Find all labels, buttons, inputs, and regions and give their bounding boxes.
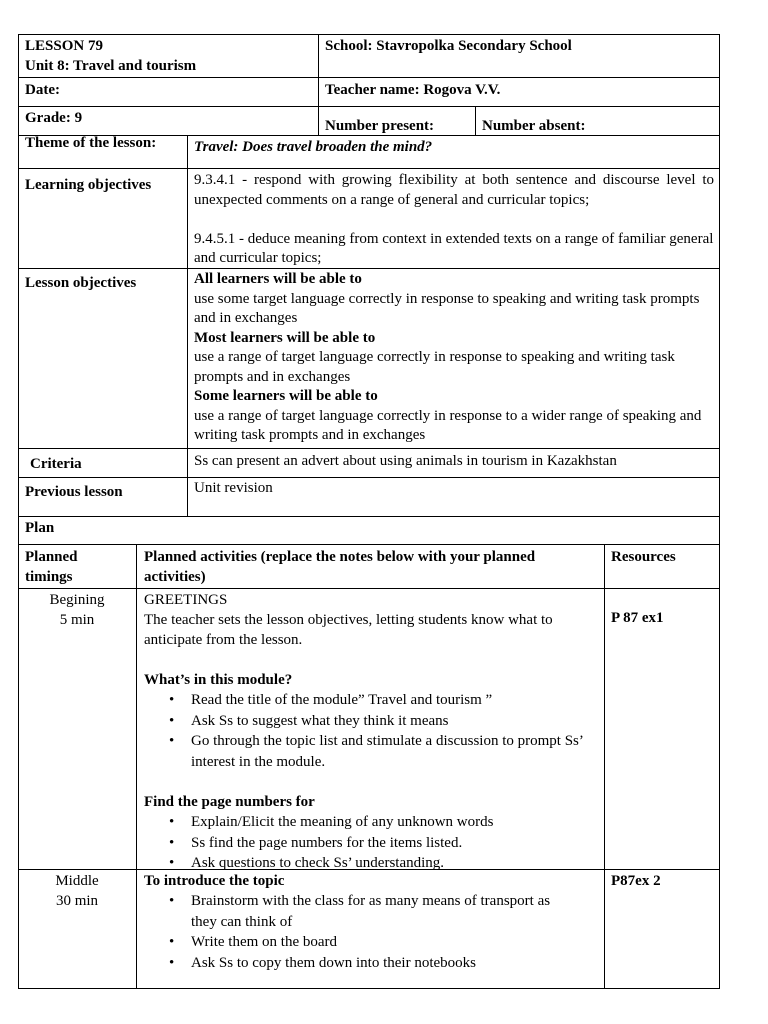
objective-group-heading: Some learners will be able to: [194, 388, 378, 404]
timing-stage: Begining: [49, 592, 105, 608]
resources-middle: P87ex 2: [611, 873, 661, 889]
previous-lesson-label: Previous lesson: [25, 484, 123, 500]
lesson-number: LESSON 79: [25, 38, 103, 54]
date-label: Date:: [25, 82, 60, 98]
pages-title: Find the page numbers for: [144, 794, 315, 810]
list-item: • Go through the topic list and stimulate a discussion to prompt Ss’ interest in the module.: [144, 731, 600, 772]
learning-objectives-label: Learning objectives: [25, 177, 152, 193]
activities-middle: [144, 871, 564, 973]
pages-bullet-list: [144, 812, 600, 874]
criteria-value: Ss can present an advert about using animals in tourism in Kazakhstan: [194, 453, 617, 469]
list-item: • Ss find the page numbers for the items listed.: [144, 833, 600, 854]
list-item: • Ask questions to check Ss’ understanding.: [144, 853, 600, 874]
greeting-text: The teacher sets the lesson objectives, letting students know what to anticipate from the lesson.: [144, 612, 553, 648]
learning-objective-1: 9.3.4.1 - respond with growing flexibility at both sentence and discourse level to unexpected comments on a range of general and curricular topics;: [194, 172, 714, 208]
teacher-name: Teacher name: Rogova V.V.: [325, 82, 501, 98]
module-bullet-list: [144, 690, 600, 772]
module-title: What’s in this module?: [144, 672, 293, 688]
topic-bullet-list: [144, 891, 564, 973]
plan-label: Plan: [25, 520, 55, 536]
resources-beginning: P 87 ex1: [611, 610, 664, 626]
timing-middle: [18, 871, 136, 911]
number-present: Number present:: [325, 118, 435, 134]
lesson-objectives-body: [194, 270, 716, 446]
list-item: • Write them on the board: [144, 932, 564, 953]
objective-group-text: use a range of target language correctly in response to speaking and writing task prompts and in exchanges: [194, 349, 675, 385]
resources-header: Resources: [611, 549, 676, 565]
timing-beginning: [18, 590, 136, 630]
criteria-label: Criteria: [30, 456, 82, 472]
timing-minutes: 5 min: [59, 612, 95, 628]
grade: Grade: 9: [25, 110, 83, 126]
previous-lesson-value: Unit revision: [194, 480, 273, 496]
unit-title: Unit 8: Travel and tourism: [25, 58, 197, 74]
objective-group-text: use a range of target language correctly in response to a wider range of speaking and writing task prompts and in exchanges: [194, 407, 702, 443]
list-item: • Ask Ss to copy them down into their notebooks: [144, 953, 564, 974]
list-item: • Explain/Elicit the meaning of any unknown words: [144, 812, 600, 833]
topic-title: To introduce the topic: [144, 873, 285, 889]
theme-value: Travel: Does travel broaden the mind?: [194, 139, 433, 155]
list-item: • Ask Ss to suggest what they think it means: [144, 711, 600, 732]
theme-label: Theme of the lesson:: [25, 135, 157, 151]
number-absent: Number absent:: [482, 118, 586, 134]
list-item: • Read the title of the module” Travel and tourism ”: [144, 690, 600, 711]
objective-group-text: use some target language correctly in response to speaking and writing task prompts and in exchanges: [194, 290, 700, 326]
learning-objective-2: 9.4.5.1 - deduce meaning from context in extended texts on a range of familiar general and curricular topics;: [194, 231, 714, 266]
timing-minutes: 30 min: [55, 893, 99, 909]
objective-group-heading: All learners will be able to: [194, 271, 362, 287]
timing-stage: Middle: [55, 873, 99, 889]
objective-group-heading: Most learners will be able to: [194, 329, 376, 346]
timings-header: Planned timings: [25, 549, 78, 585]
activities-header: Planned activities (replace the notes below with your planned activities): [144, 549, 536, 585]
list-item: • Brainstorm with the class for as many means of transport as they can think of: [144, 891, 564, 932]
activities-beginning: [144, 590, 600, 874]
lesson-objectives-label: Lesson objectives: [25, 275, 137, 291]
school-name: School: Stavropolka Secondary School: [325, 38, 572, 54]
greeting-title: GREETINGS: [144, 592, 228, 608]
